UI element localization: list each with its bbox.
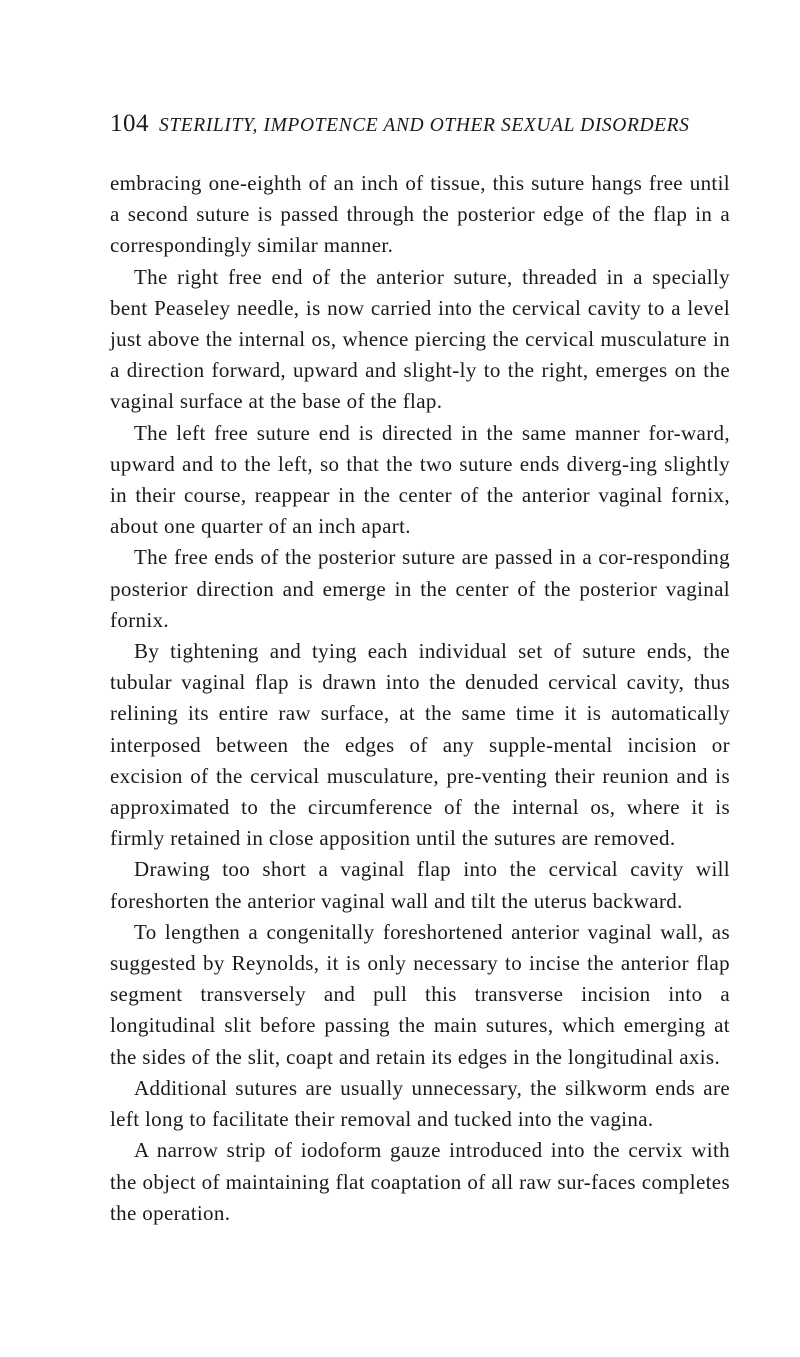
paragraph: Drawing too short a vaginal flap into the cervical cavity will foreshorten the anterior vaginal wall and tilt the uterus backward.: [110, 857, 730, 913]
body-text: [110, 168, 730, 1229]
paragraph: A narrow strip of iodoform gauze introduced into the cervix with the object of maintaining flat coaptation of all raw sur-faces completes the operation.: [110, 1138, 730, 1225]
paragraph: To lengthen a congenitally foreshortened anterior vaginal wall, as suggested by Reynolds, it is only necessary to incise the anterior flap segment transversely and pull this transverse incision into a longitudinal slit before passing the main sutures, which emerging at the sides of the slit, coapt and retain its edges in the longitudinal axis.: [110, 919, 730, 1069]
paragraph: embracing one-eighth of an inch of tissue, this suture hangs free until a second suture is passed through the posterior edge of the flap in a correspondingly similar manner.: [110, 171, 730, 258]
paragraph: The right free end of the anterior suture, threaded in a specially bent Peaseley needle, is now carried into the cervical cavity to a level just above the internal os, whence piercing the cervical musculature in a direction forward, upward and slight-ly to the right, emerges on the vaginal surface at the base of the flap.: [110, 264, 730, 414]
paragraph: By tightening and tying each individual set of suture ends, the tubular vaginal flap is drawn into the denuded cervical cavity, thus relining its entire raw surface, at the same time it is automatically interposed between the edges of any supple-mental incision or excision of the cervical musculature, pre-venting their reunion and is approximated to the circumference of the internal os, where it is firmly retained in close apposition until the sutures are removed.: [110, 639, 730, 851]
page-number: 104: [110, 110, 149, 137]
paragraph: Additional sutures are usually unnecessary, the silkworm ends are left long to facilitate their removal and tucked into the vagina.: [110, 1075, 730, 1132]
running-title: STERILITY, IMPOTENCE AND OTHER SEXUAL DISORDERS: [159, 115, 690, 136]
paragraph: The left free suture end is directed in the same manner for-ward, upward and to the left, so that the two suture ends diverg-ing slightly in their course, reappear in the center of the anterior vaginal fornix, about one quarter of an inch apart.: [110, 420, 730, 539]
running-header: [110, 110, 730, 146]
paragraph: The free ends of the posterior suture are passed in a cor-responding posterior direction and emerge in the center of the posterior vaginal fornix.: [110, 545, 730, 632]
